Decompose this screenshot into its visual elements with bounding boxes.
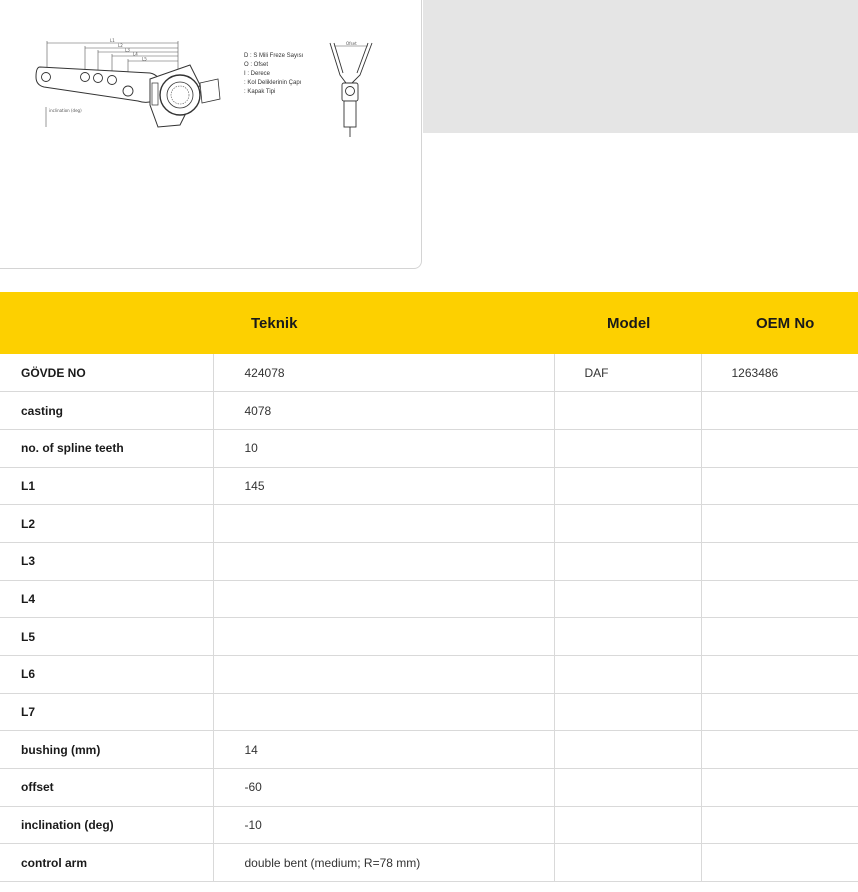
row-model [554,618,701,656]
row-label: inclination (deg) [0,806,213,844]
row-value [213,656,554,694]
row-label: L7 [0,693,213,731]
row-model [554,542,701,580]
row-label: L2 [0,505,213,543]
row-value [213,693,554,731]
row-value [213,580,554,618]
table-row [0,467,858,505]
dim-label-l1: L1 [110,38,115,43]
slack-adjuster-diagram [30,35,390,145]
row-oem [701,693,858,731]
header-empty [0,292,213,354]
header-oem-no: OEM No [701,292,858,354]
table-row [0,806,858,844]
row-model [554,806,701,844]
table-row [0,731,858,769]
header-model: Model [554,292,701,354]
legend-item: : Kol Deliklerinin Çapı [244,80,302,86]
dim-label-l3: L3 [125,47,130,53]
row-value: -10 [213,806,554,844]
row-model [554,429,701,467]
row-value [213,618,554,656]
row-oem [701,806,858,844]
row-label: offset [0,769,213,807]
row-value: -60 [213,769,554,807]
row-value [213,505,554,543]
row-oem: 1263486 [701,354,858,392]
table-row [0,392,858,430]
table-header-row [0,292,858,354]
row-oem [701,844,858,882]
row-value: 145 [213,467,554,505]
row-label: L1 [0,467,213,505]
row-value: 10 [213,429,554,467]
header-teknik: Teknik [213,292,554,354]
row-label: L3 [0,542,213,580]
table-row [0,844,858,882]
table-row [0,656,858,694]
row-oem [701,467,858,505]
table-row [0,580,858,618]
row-label: bushing (mm) [0,731,213,769]
table-row [0,542,858,580]
legend-item: I : Derece [244,71,271,77]
row-label: control arm [0,844,213,882]
row-label: L5 [0,618,213,656]
row-label: GÖVDE NO [0,354,213,392]
row-oem [701,429,858,467]
row-value [213,542,554,580]
legend-item: : Kapak Tipi [244,89,276,95]
row-value: double bent (medium; R=78 mm) [213,844,554,882]
row-oem [701,392,858,430]
diagram-legend [244,52,303,97]
row-model [554,769,701,807]
dim-label-l5: L5 [142,56,147,62]
row-oem [701,731,858,769]
spec-table [0,292,858,882]
row-oem [701,618,858,656]
legend-item: D : S Mili Freze Sayısı [244,53,304,59]
row-oem [701,505,858,543]
dim-label-l4: L4 [133,51,138,57]
row-value: 424078 [213,354,554,392]
row-model [554,467,701,505]
row-model [554,844,701,882]
table-row [0,505,858,543]
row-model [554,392,701,430]
dim-label-l2: L2 [118,43,123,48]
table-row [0,769,858,807]
offset-label: Ofset [346,41,357,46]
row-value: 14 [213,731,554,769]
inclination-label: inclination (deg) [49,108,82,113]
table-row [0,354,858,392]
row-value: 4078 [213,392,554,430]
row-oem [701,542,858,580]
row-label: casting [0,392,213,430]
row-model: DAF [554,354,701,392]
side-panel [423,0,858,133]
legend-item: O : Ofset [244,62,269,68]
table-row [0,693,858,731]
row-label: no. of spline teeth [0,429,213,467]
row-model [554,656,701,694]
row-oem [701,656,858,694]
row-oem [701,769,858,807]
row-label: L6 [0,656,213,694]
row-model [554,731,701,769]
table-row [0,429,858,467]
row-oem [701,580,858,618]
table-row [0,618,858,656]
row-model [554,693,701,731]
row-model [554,505,701,543]
row-label: L4 [0,580,213,618]
row-model [554,580,701,618]
